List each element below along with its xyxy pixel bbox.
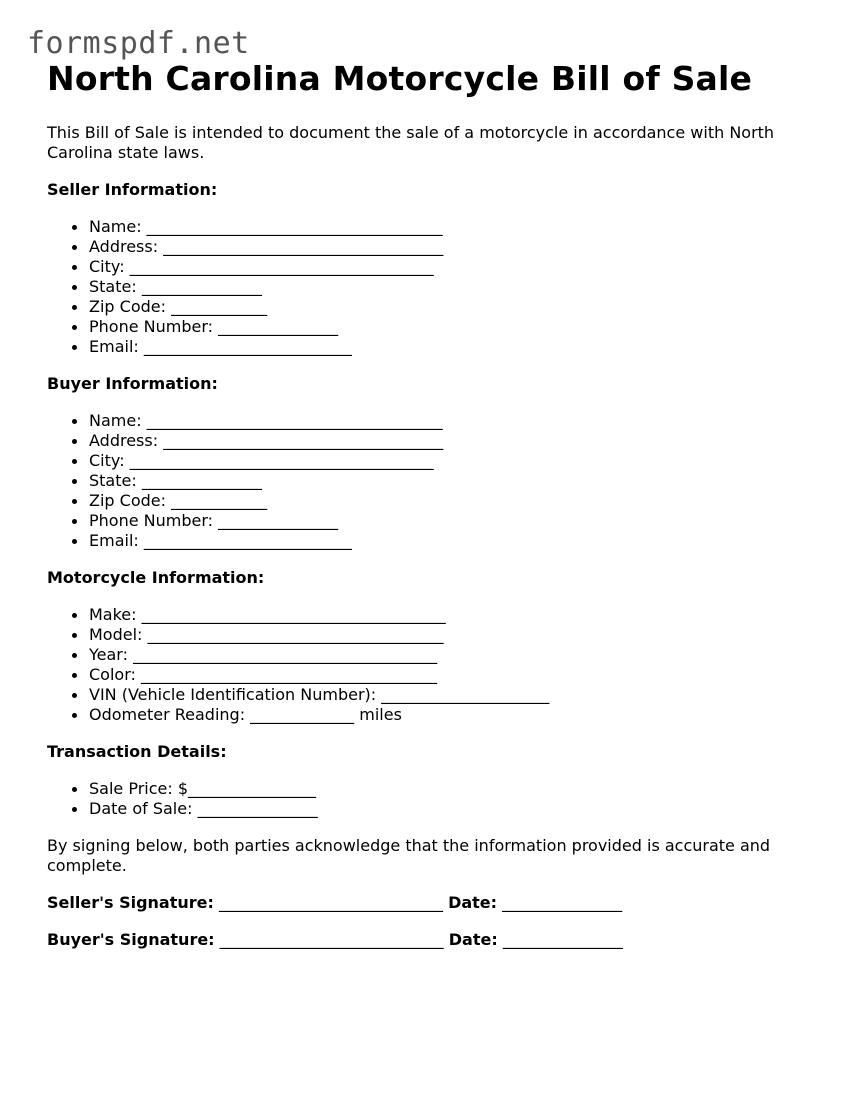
seller-state-field[interactable]: State: _______________ <box>89 277 827 297</box>
seller-signature-blank[interactable]: ____________________________ <box>213 893 449 912</box>
buyer-signature-label: Buyer's Signature: <box>47 930 215 949</box>
seller-signature-label: Seller's Signature: <box>47 893 214 912</box>
motorcycle-year-field[interactable]: Year: ______________________________________ <box>89 645 827 665</box>
buyer-date-blank[interactable]: _______________ <box>497 930 623 949</box>
buyer-name-field[interactable]: Name: _____________________________________ <box>89 411 827 431</box>
seller-date-label: Date: <box>448 893 498 912</box>
sale-price-field[interactable]: Sale Price: $________________ <box>89 779 827 799</box>
site-watermark: formspdf.net <box>27 26 250 61</box>
motorcycle-model-field[interactable]: Model: _____________________________________ <box>89 625 827 645</box>
seller-name-field[interactable]: Name: _____________________________________ <box>89 217 827 237</box>
motorcycle-odometer-field[interactable]: Odometer Reading: _____________ miles <box>89 705 827 725</box>
buyer-date-label: Date: <box>448 930 498 949</box>
seller-signature-line <box>47 893 827 913</box>
buyer-email-field[interactable]: Email: __________________________ <box>89 531 827 551</box>
buyer-phone-field[interactable]: Phone Number: _______________ <box>89 511 827 531</box>
motorcycle-color-field[interactable]: Color: _____________________________________ <box>89 665 827 685</box>
buyer-signature-line <box>47 930 827 950</box>
acknowledgement-paragraph: By signing below, both parties acknowledge that the information provided is accurate and complete. <box>47 836 771 875</box>
seller-zip-field[interactable]: Zip Code: ____________ <box>89 297 827 317</box>
motorcycle-section-heading: Motorcycle Information: <box>47 568 265 587</box>
transaction-field-list <box>47 779 827 819</box>
motorcycle-vin-field[interactable]: VIN (Vehicle Identification Number): _____________________ <box>89 685 827 705</box>
seller-email-field[interactable]: Email: __________________________ <box>89 337 827 357</box>
seller-city-field[interactable]: City: ______________________________________ <box>89 257 827 277</box>
motorcycle-field-list <box>47 605 827 725</box>
buyer-address-field[interactable]: Address: ___________________________________ <box>89 431 827 451</box>
seller-date-blank[interactable]: _______________ <box>497 893 623 912</box>
seller-section-heading: Seller Information: <box>47 180 218 199</box>
seller-phone-field[interactable]: Phone Number: _______________ <box>89 317 827 337</box>
buyer-section-heading: Buyer Information: <box>47 374 218 393</box>
sale-date-field[interactable]: Date of Sale: _______________ <box>89 799 827 819</box>
intro-paragraph: This Bill of Sale is intended to document the sale of a motorcycle in accordance with North Carolina state laws. <box>47 123 775 162</box>
motorcycle-make-field[interactable]: Make: ______________________________________ <box>89 605 827 625</box>
buyer-zip-field[interactable]: Zip Code: ____________ <box>89 491 827 511</box>
seller-field-list <box>47 217 827 357</box>
bill-of-sale-document <box>47 58 827 950</box>
buyer-state-field[interactable]: State: _______________ <box>89 471 827 491</box>
seller-address-field[interactable]: Address: ___________________________________ <box>89 237 827 257</box>
buyer-city-field[interactable]: City: ______________________________________ <box>89 451 827 471</box>
buyer-signature-blank[interactable]: ____________________________ <box>214 930 449 949</box>
buyer-field-list <box>47 411 827 551</box>
document-title: North Carolina Motorcycle Bill of Sale <box>47 59 753 98</box>
transaction-section-heading: Transaction Details: <box>47 742 227 761</box>
